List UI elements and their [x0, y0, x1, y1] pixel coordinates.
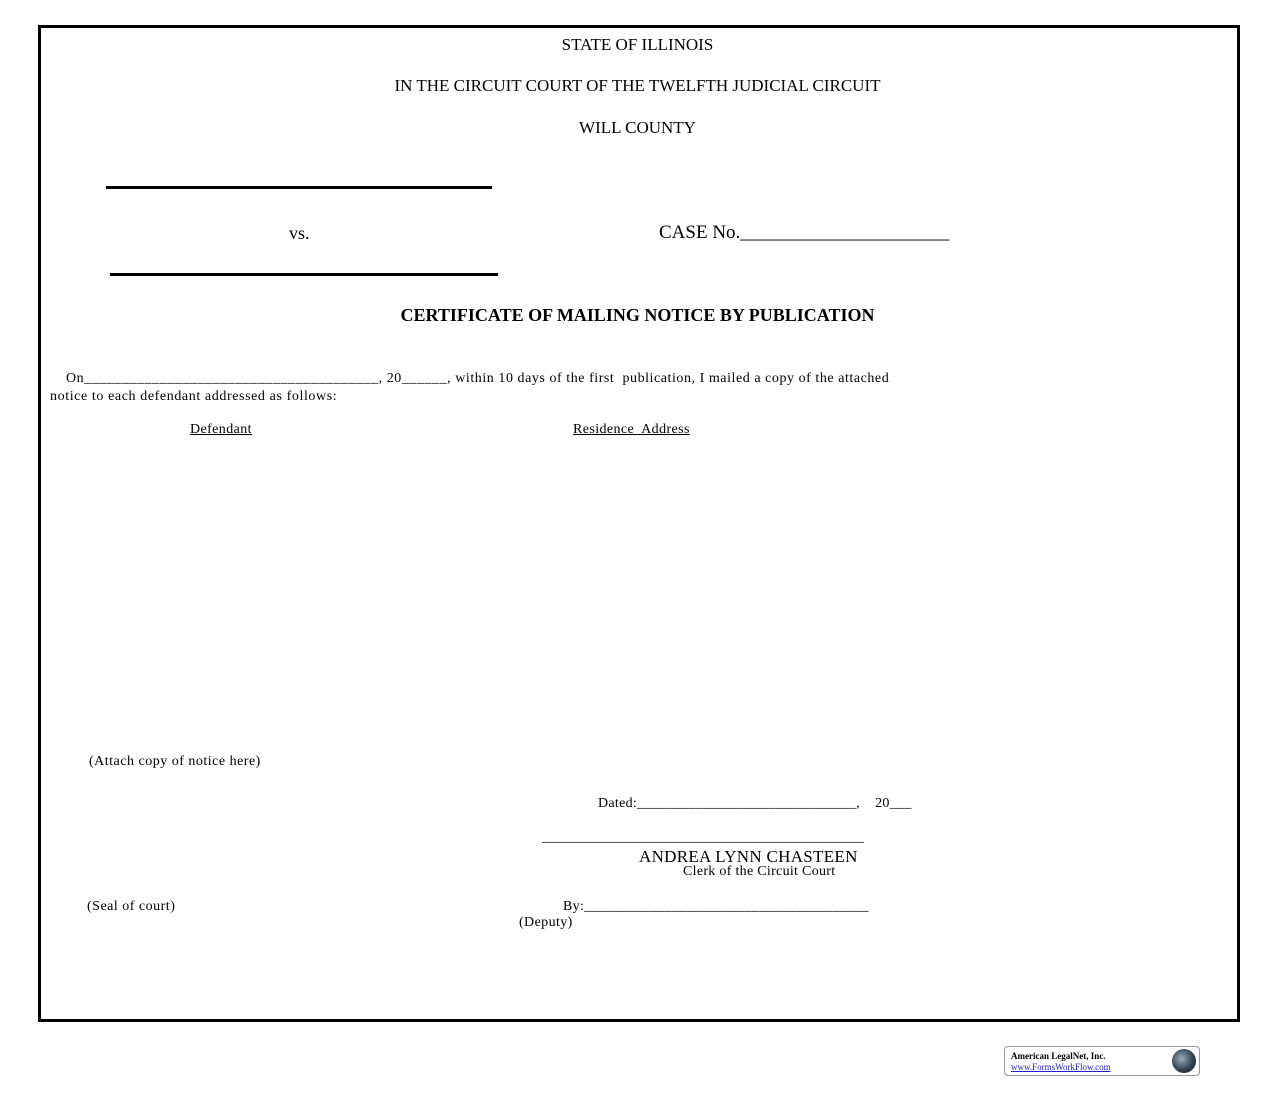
seal-label: (Seal of court) [87, 899, 176, 914]
defendant-column-header: Defendant [190, 422, 252, 437]
header-county: WILL COUNTY [579, 118, 696, 137]
signature-line: ______________________________________________ [542, 830, 864, 845]
attach-note: (Attach copy of notice here) [89, 754, 261, 769]
american-legalnet-logo[interactable] [1004, 1046, 1200, 1076]
deputy-label: (Deputy) [519, 915, 573, 930]
defendant-line [110, 273, 498, 276]
clerk-name: ANDREA LYNN CHASTEEN [639, 847, 858, 866]
clerk-title: Clerk of the Circuit Court [683, 864, 836, 879]
case-number: CASE No.______________________ [659, 222, 950, 243]
form-border [38, 25, 1240, 1022]
by-line: By:_______________________________________ [563, 899, 869, 914]
body-line-2: notice to each defendant addressed as follows: [50, 389, 338, 404]
plaintiff-line [106, 186, 492, 189]
globe-icon [1172, 1049, 1196, 1073]
header-court: IN THE CIRCUIT COURT OF THE TWELFTH JUDICIAL CIRCUIT [394, 76, 881, 95]
header-state: STATE OF ILLINOIS [561, 35, 714, 54]
vs-label: vs. [289, 223, 310, 243]
body-line-1: On_______________________________________, 20______, within 10 days of the first publication, I mailed a copy of the attached [66, 371, 890, 386]
address-column-header: Residence Address [573, 422, 690, 437]
dated-line: Dated:______________________________, 20___ [598, 796, 912, 811]
document-title: CERTIFICATE OF MAILING NOTICE BY PUBLICATION [400, 305, 875, 325]
logo-url-link[interactable]: www.FormsWorkFlow.com [1011, 1062, 1111, 1072]
logo-company-name: American LegalNet, Inc. [1011, 1051, 1106, 1061]
